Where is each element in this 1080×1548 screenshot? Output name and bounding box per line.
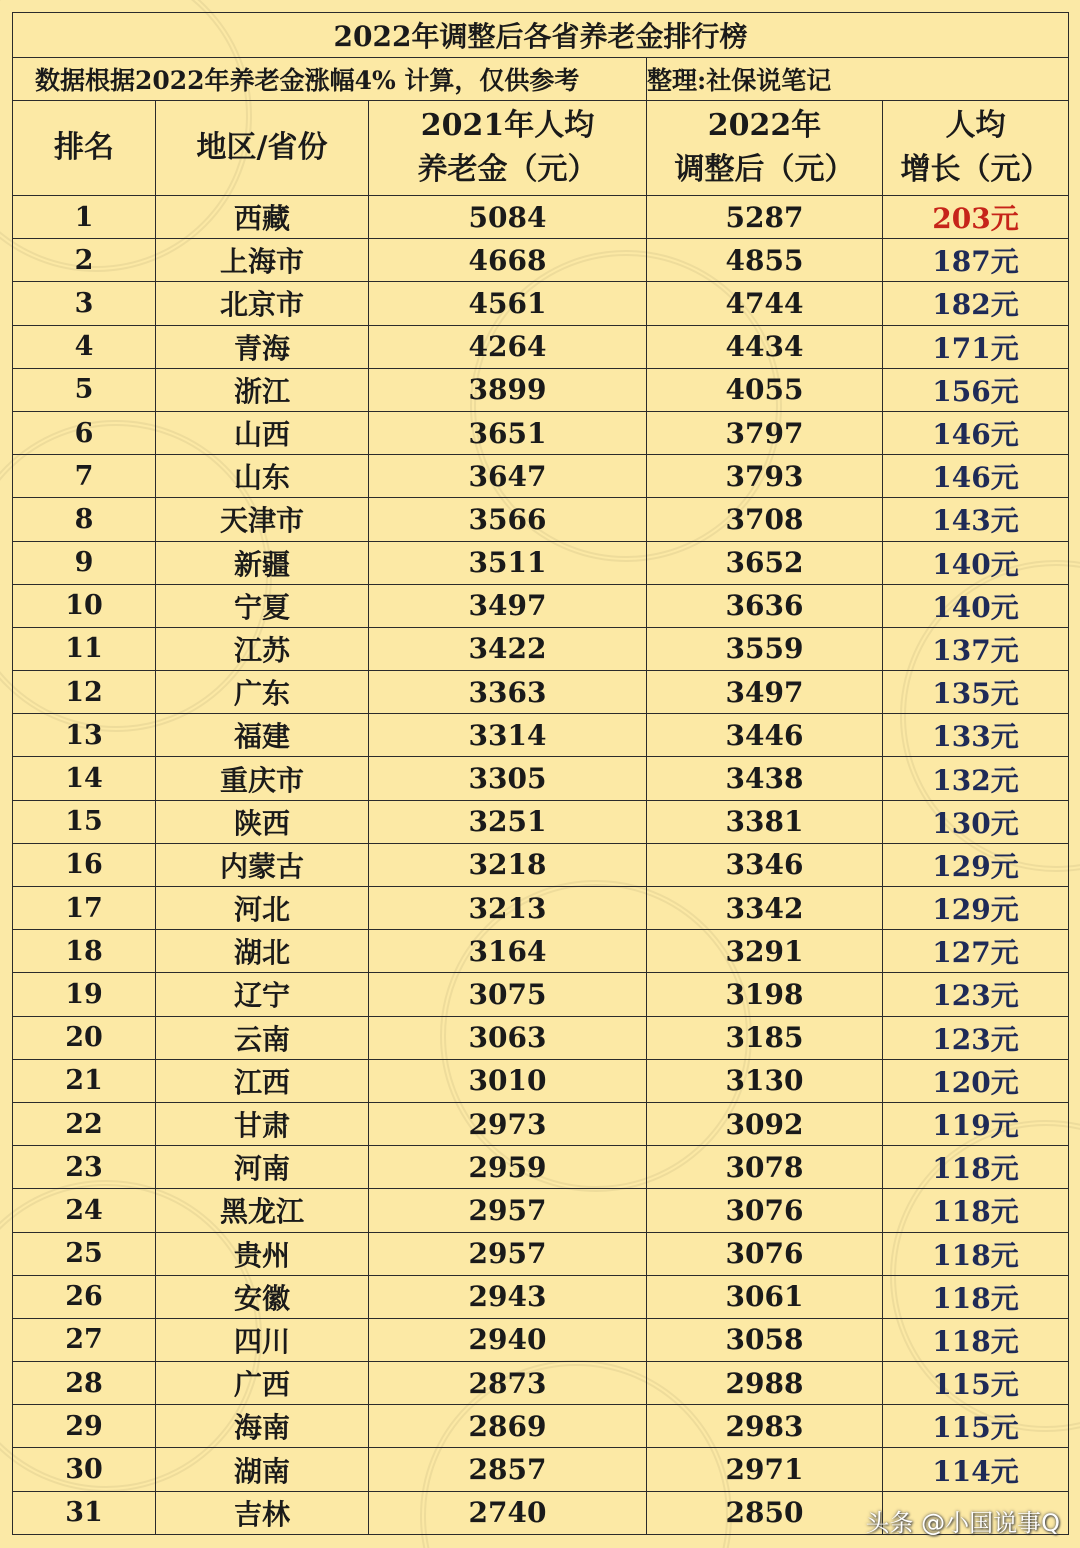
growth-cell: 118元 xyxy=(883,1318,1069,1361)
table-row xyxy=(13,196,1069,239)
header-pension-2021-line2: 养老金（元） xyxy=(417,152,598,187)
growth-cell: 127元 xyxy=(883,930,1069,973)
region-cell: 广西 xyxy=(156,1362,369,1405)
rank-cell: 31 xyxy=(13,1491,156,1534)
pension-2021-cell: 2940 xyxy=(369,1318,647,1361)
rank-cell: 23 xyxy=(13,1146,156,1189)
growth-cell: 129元 xyxy=(883,887,1069,930)
rank-cell: 30 xyxy=(13,1448,156,1491)
region-cell: 宁夏 xyxy=(156,584,369,627)
region-cell: 天津市 xyxy=(156,498,369,541)
rank-cell: 16 xyxy=(13,843,156,886)
table-row xyxy=(13,282,1069,325)
pension-2022-cell: 3793 xyxy=(647,455,883,498)
table-row xyxy=(13,671,1069,714)
table-row xyxy=(13,1275,1069,1318)
header-pension-2022-line1: 2022年 xyxy=(707,108,822,143)
growth-cell: 130元 xyxy=(883,800,1069,843)
region-cell: 上海市 xyxy=(156,239,369,282)
region-cell: 四川 xyxy=(156,1318,369,1361)
table-row xyxy=(13,368,1069,411)
region-cell: 湖南 xyxy=(156,1448,369,1491)
growth-cell: 133元 xyxy=(883,714,1069,757)
pension-2021-cell: 3075 xyxy=(369,973,647,1016)
header-growth-line1: 人均 xyxy=(945,108,1006,143)
rank-cell: 1 xyxy=(13,196,156,239)
table-row xyxy=(13,498,1069,541)
table-row xyxy=(13,1059,1069,1102)
table-row xyxy=(13,1189,1069,1232)
header-growth-line2: 增长（元） xyxy=(900,152,1051,187)
header-region: 地区/省份 xyxy=(156,101,369,196)
region-cell: 山东 xyxy=(156,455,369,498)
region-cell: 广东 xyxy=(156,671,369,714)
growth-cell: 114元 xyxy=(883,1448,1069,1491)
footer-watermark: 头条 @小国说事Q xyxy=(865,1509,1060,1537)
pension-2022-cell: 3652 xyxy=(647,541,883,584)
region-cell: 黑龙江 xyxy=(156,1189,369,1232)
pension-2022-cell: 3058 xyxy=(647,1318,883,1361)
growth-cell: 182元 xyxy=(883,282,1069,325)
region-cell: 江西 xyxy=(156,1059,369,1102)
rank-cell: 8 xyxy=(13,498,156,541)
pension-2022-cell: 3076 xyxy=(647,1189,883,1232)
header-pension-2022-line2: 调整后（元） xyxy=(674,152,855,187)
rank-cell: 25 xyxy=(13,1232,156,1275)
table-row xyxy=(13,1318,1069,1361)
table-row xyxy=(13,455,1069,498)
rank-cell: 5 xyxy=(13,368,156,411)
growth-cell: 115元 xyxy=(883,1362,1069,1405)
pension-2021-cell: 3651 xyxy=(369,411,647,454)
rank-cell: 20 xyxy=(13,1016,156,1059)
pension-2022-cell: 3797 xyxy=(647,411,883,454)
table-row xyxy=(13,325,1069,368)
region-cell: 贵州 xyxy=(156,1232,369,1275)
pension-2022-cell: 3092 xyxy=(647,1102,883,1145)
region-cell: 江苏 xyxy=(156,627,369,670)
region-cell: 西藏 xyxy=(156,196,369,239)
pension-2021-cell: 3497 xyxy=(369,584,647,627)
rank-cell: 21 xyxy=(13,1059,156,1102)
table-row xyxy=(13,757,1069,800)
header-pension-2022 xyxy=(647,101,883,196)
table-row xyxy=(13,800,1069,843)
pension-2021-cell: 3566 xyxy=(369,498,647,541)
table-row xyxy=(13,411,1069,454)
table-row xyxy=(13,887,1069,930)
pension-2022-cell: 5287 xyxy=(647,196,883,239)
pension-2021-cell: 3314 xyxy=(369,714,647,757)
pension-2022-cell: 3198 xyxy=(647,973,883,1016)
pension-2021-cell: 2973 xyxy=(369,1102,647,1145)
region-cell: 重庆市 xyxy=(156,757,369,800)
pension-2022-cell: 3346 xyxy=(647,843,883,886)
pension-2022-cell: 3708 xyxy=(647,498,883,541)
header-rank: 排名 xyxy=(13,101,156,196)
pension-2022-cell: 2850 xyxy=(647,1491,883,1534)
pension-2022-cell: 3061 xyxy=(647,1275,883,1318)
growth-cell: 115元 xyxy=(883,1405,1069,1448)
table-row xyxy=(13,930,1069,973)
rank-cell: 6 xyxy=(13,411,156,454)
growth-cell: 146元 xyxy=(883,455,1069,498)
pension-2021-cell: 2869 xyxy=(369,1405,647,1448)
region-cell: 河南 xyxy=(156,1146,369,1189)
pension-2021-cell: 3422 xyxy=(369,627,647,670)
growth-cell: 118元 xyxy=(883,1146,1069,1189)
pension-2022-cell: 3559 xyxy=(647,627,883,670)
rank-cell: 26 xyxy=(13,1275,156,1318)
region-cell: 福建 xyxy=(156,714,369,757)
table-row xyxy=(13,1405,1069,1448)
pension-2021-cell: 2873 xyxy=(369,1362,647,1405)
pension-2021-cell: 3063 xyxy=(369,1016,647,1059)
pension-2022-cell: 4434 xyxy=(647,325,883,368)
rank-cell: 29 xyxy=(13,1405,156,1448)
region-cell: 新疆 xyxy=(156,541,369,584)
pension-2022-cell: 4055 xyxy=(647,368,883,411)
pension-2021-cell: 4668 xyxy=(369,239,647,282)
growth-cell: 123元 xyxy=(883,973,1069,1016)
region-cell: 湖北 xyxy=(156,930,369,973)
pension-2021-cell: 3218 xyxy=(369,843,647,886)
pension-2021-cell: 2857 xyxy=(369,1448,647,1491)
rank-cell: 11 xyxy=(13,627,156,670)
pension-2021-cell: 2957 xyxy=(369,1232,647,1275)
region-cell: 浙江 xyxy=(156,368,369,411)
organizer-label: 整理:社保说笔记 xyxy=(647,58,1069,101)
rank-cell: 7 xyxy=(13,455,156,498)
rank-cell: 27 xyxy=(13,1318,156,1361)
pension-2021-cell: 2959 xyxy=(369,1146,647,1189)
region-cell: 海南 xyxy=(156,1405,369,1448)
rank-cell: 10 xyxy=(13,584,156,627)
pension-2022-cell: 3291 xyxy=(647,930,883,973)
pension-2022-cell: 3342 xyxy=(647,887,883,930)
region-cell: 吉林 xyxy=(156,1491,369,1534)
region-cell: 河北 xyxy=(156,887,369,930)
pension-2021-cell: 2943 xyxy=(369,1275,647,1318)
region-cell: 陕西 xyxy=(156,800,369,843)
growth-cell: 140元 xyxy=(883,541,1069,584)
region-cell: 甘肃 xyxy=(156,1102,369,1145)
rank-cell: 12 xyxy=(13,671,156,714)
header-growth xyxy=(883,101,1069,196)
table-row xyxy=(13,973,1069,1016)
pension-2021-cell: 3647 xyxy=(369,455,647,498)
growth-cell: 118元 xyxy=(883,1232,1069,1275)
growth-cell: 132元 xyxy=(883,757,1069,800)
pension-2021-cell: 3010 xyxy=(369,1059,647,1102)
table-row xyxy=(13,1232,1069,1275)
table-row xyxy=(13,541,1069,584)
table-row xyxy=(13,843,1069,886)
pension-2021-cell: 3363 xyxy=(369,671,647,714)
table-row xyxy=(13,1362,1069,1405)
table-row xyxy=(13,1448,1069,1491)
region-cell: 山西 xyxy=(156,411,369,454)
region-cell: 云南 xyxy=(156,1016,369,1059)
pension-2021-cell: 3305 xyxy=(369,757,647,800)
pension-2022-cell: 2971 xyxy=(647,1448,883,1491)
data-note: 数据根据2022年养老金涨幅4% 计算，仅供参考 xyxy=(13,58,647,101)
rank-cell: 24 xyxy=(13,1189,156,1232)
growth-cell: 187元 xyxy=(883,239,1069,282)
rank-cell: 14 xyxy=(13,757,156,800)
growth-cell: 118元 xyxy=(883,1275,1069,1318)
header-pension-2021 xyxy=(369,101,647,196)
growth-cell: 146元 xyxy=(883,411,1069,454)
pension-2022-cell: 3497 xyxy=(647,671,883,714)
growth-cell: 123元 xyxy=(883,1016,1069,1059)
rank-cell: 4 xyxy=(13,325,156,368)
rank-cell: 15 xyxy=(13,800,156,843)
table-row xyxy=(13,1102,1069,1145)
rank-cell: 18 xyxy=(13,930,156,973)
table-row xyxy=(13,627,1069,670)
rank-cell: 22 xyxy=(13,1102,156,1145)
growth-cell: 140元 xyxy=(883,584,1069,627)
table-row xyxy=(13,1146,1069,1189)
rank-cell: 2 xyxy=(13,239,156,282)
pension-2022-cell: 3185 xyxy=(647,1016,883,1059)
pension-2022-cell: 2988 xyxy=(647,1362,883,1405)
table-title: 2022年调整后各省养老金排行榜 xyxy=(13,13,1069,58)
growth-cell: 120元 xyxy=(883,1059,1069,1102)
growth-cell: 137元 xyxy=(883,627,1069,670)
growth-cell: 171元 xyxy=(883,325,1069,368)
pension-2022-cell: 4744 xyxy=(647,282,883,325)
pension-2022-cell: 3381 xyxy=(647,800,883,843)
pension-2021-cell: 3213 xyxy=(369,887,647,930)
rank-cell: 19 xyxy=(13,973,156,1016)
growth-cell: 135元 xyxy=(883,671,1069,714)
pension-2021-cell: 3251 xyxy=(369,800,647,843)
pension-2022-cell: 3438 xyxy=(647,757,883,800)
pension-2022-cell: 2983 xyxy=(647,1405,883,1448)
pension-2021-cell: 4264 xyxy=(369,325,647,368)
header-pension-2021-line1: 2021年人均 xyxy=(420,108,595,143)
pension-2021-cell: 5084 xyxy=(369,196,647,239)
rank-cell: 13 xyxy=(13,714,156,757)
growth-cell: 129元 xyxy=(883,843,1069,886)
growth-cell: 119元 xyxy=(883,1102,1069,1145)
pension-2022-cell: 3636 xyxy=(647,584,883,627)
growth-cell: 156元 xyxy=(883,368,1069,411)
table-row xyxy=(13,1016,1069,1059)
region-cell: 辽宁 xyxy=(156,973,369,1016)
table-row xyxy=(13,584,1069,627)
region-cell: 安徽 xyxy=(156,1275,369,1318)
pension-2022-cell: 3076 xyxy=(647,1232,883,1275)
pension-2022-cell: 3446 xyxy=(647,714,883,757)
region-cell: 内蒙古 xyxy=(156,843,369,886)
rank-cell: 17 xyxy=(13,887,156,930)
region-cell: 北京市 xyxy=(156,282,369,325)
pension-2021-cell: 3164 xyxy=(369,930,647,973)
pension-2021-cell: 3899 xyxy=(369,368,647,411)
growth-cell: 143元 xyxy=(883,498,1069,541)
table-row xyxy=(13,239,1069,282)
pension-ranking-table xyxy=(12,12,1069,1535)
pension-2022-cell: 3130 xyxy=(647,1059,883,1102)
rank-cell: 28 xyxy=(13,1362,156,1405)
growth-cell: 118元 xyxy=(883,1189,1069,1232)
growth-cell: 203元 xyxy=(883,196,1069,239)
pension-2022-cell: 3078 xyxy=(647,1146,883,1189)
region-cell: 青海 xyxy=(156,325,369,368)
rank-cell: 3 xyxy=(13,282,156,325)
pension-2021-cell: 3511 xyxy=(369,541,647,584)
pension-2021-cell: 2957 xyxy=(369,1189,647,1232)
pension-2021-cell: 4561 xyxy=(369,282,647,325)
rank-cell: 9 xyxy=(13,541,156,584)
pension-2021-cell: 2740 xyxy=(369,1491,647,1534)
table-row xyxy=(13,714,1069,757)
pension-2022-cell: 4855 xyxy=(647,239,883,282)
